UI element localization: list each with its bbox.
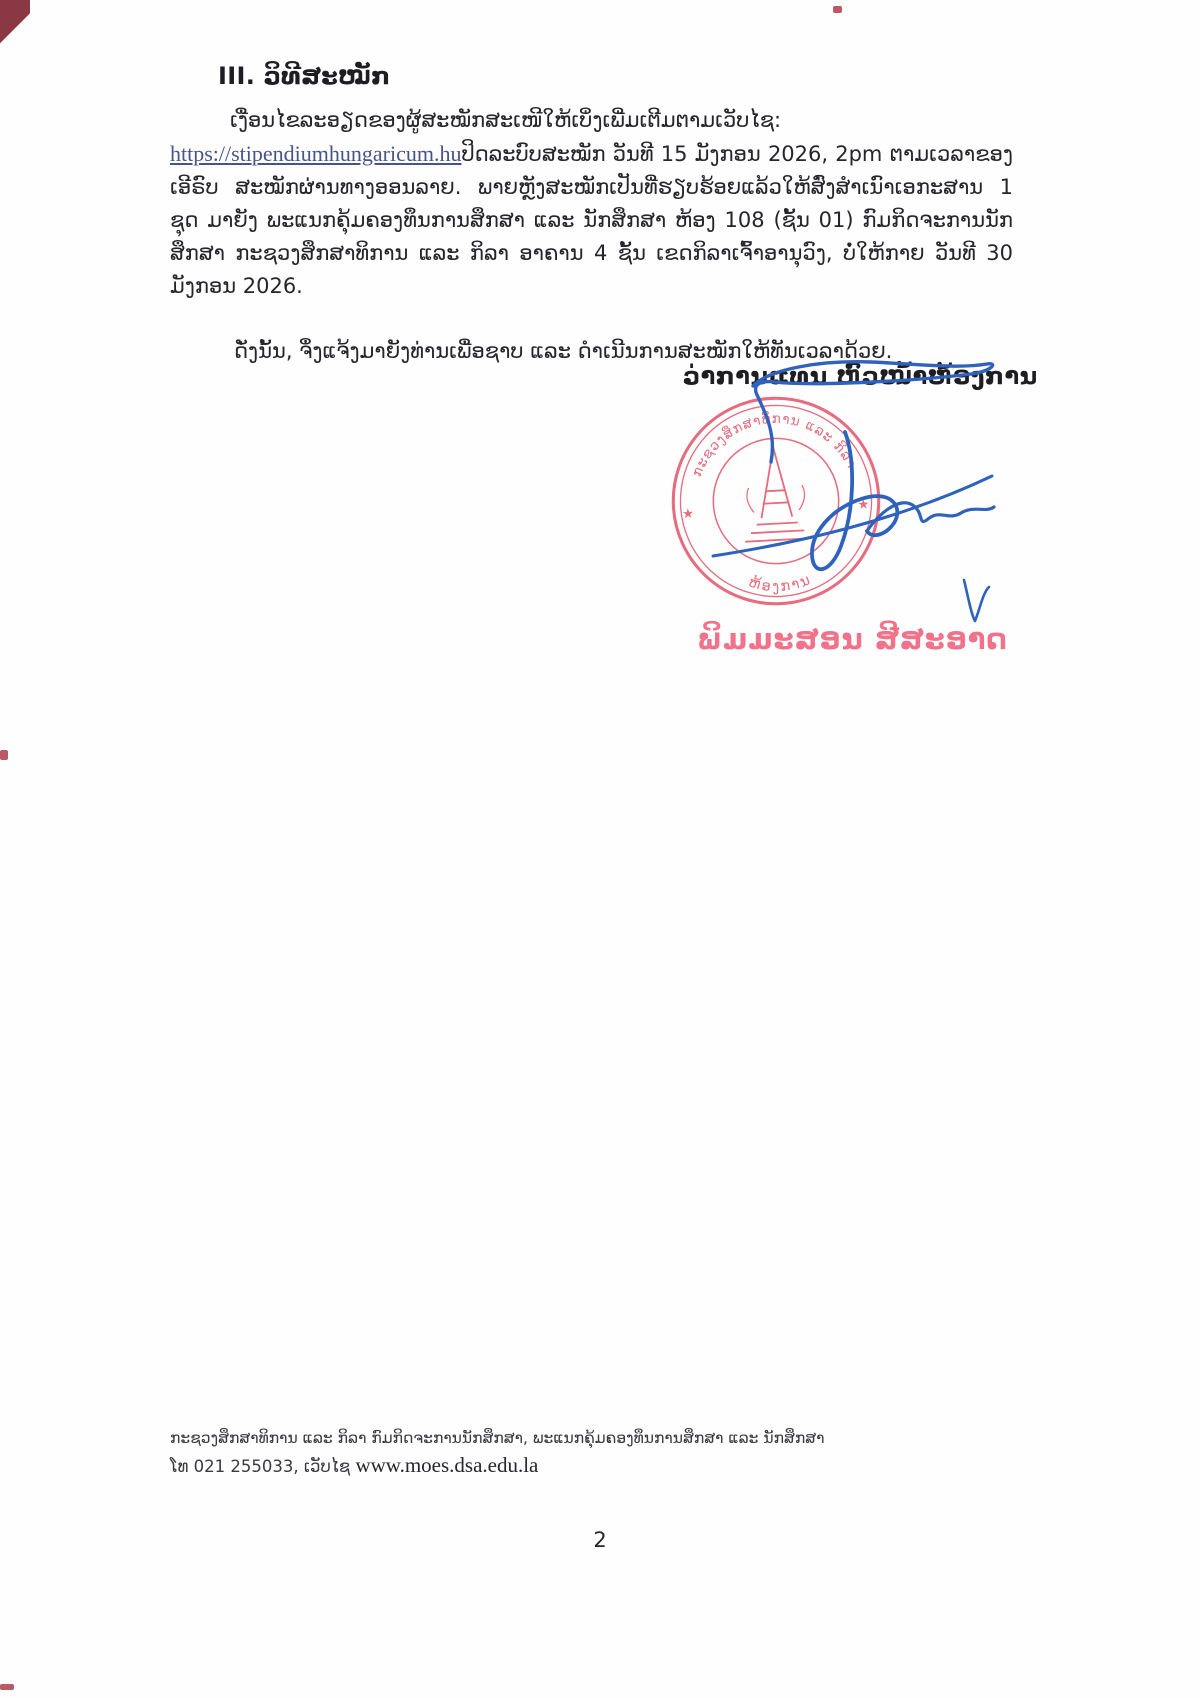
svg-text:ຫ້ອງການ — [746, 570, 815, 597]
footer-department-line: ກະຊວງສຶກສາທິການ ແລະ ກິລາ ກົມກິດຈະການນັກສຶກສາ, ພະແນກຄຸ້ມຄອງທຶນການສຶກສາ ແລະ ນັກສຶກສາ — [170, 1429, 825, 1447]
paragraph-intro-text: ເງື່ອນໄຂລະອຽດຂອງຜູ້ສະໝັກສະເໜີໃຫ້ເບິ່ງເພີ່ມເຕີມຕາມເວັບໄຊ: — [230, 108, 782, 132]
scan-artifact-dot — [0, 750, 8, 760]
paragraph-application-info — [170, 104, 1013, 303]
stamp-star-left: ★ — [681, 506, 695, 523]
stamp-text-top: ກະຊວງສຶກສາທິການ ແລະ ກິລາ — [689, 411, 859, 479]
signature-block — [655, 340, 1038, 680]
stipendium-link[interactable]: https://stipendiumhungaricum.hu — [170, 141, 462, 166]
footer-phone-text: ໂທ 021 255033, ເວັບໄຊ — [170, 1457, 356, 1476]
section-heading: III. ວິທີສະໝັກ — [218, 62, 391, 90]
page-number: 2 — [593, 1528, 607, 1552]
signer-title: ວ່າການແທນ ຫົວໜ້າຫ້ອງການ — [683, 362, 1038, 390]
footer-contact-line — [170, 1452, 1030, 1480]
paragraph-body-text: ປິດລະບົບສະໝັກ ວັນທີ 15 ມັງກອນ 2026, 2pm ຕາມເວລາຂອງເອີຣົບ ສະໝັກຜ່ານທາງອອນລາຍ. ພາຍຫຼັງສະໝັກເປັນທີ່ຮຽບຮ້ອຍແລ້ວໃຫ້ສົ່ງສຳເນົາເອກະສານ 1 ຊຸດ ມາຍັງ ພະແນກຄຸ້ມຄອງທຶນການສຶກສາ ແລະ ນັກສຶກສາ ຫ້ອງ 108 (ຊັ້ນ 01) ກົມກິດຈະການນັກສຶກສາ ກະຊວງສຶກສາທິການ ແລະ ກິລາ ອາຄານ 4 ຊັ້ນ ເຂດກິລາເຈົ້າອານຸວົງ, ບໍ່ໃຫ້ກາຍ ວັນທີ 30 ມັງກອນ 2026. — [170, 142, 1013, 298]
paragraph-closing: ດັ່ງນັ້ນ, ຈຶ່ງແຈ້ງມາຍັງທ່ານເພື່ອຊາບ ແລະ ດຳເນີນການສະໝັກໃຫ້ທັນເວລາດ້ວຍ. — [234, 339, 893, 363]
scan-artifact-dot — [833, 6, 842, 13]
scan-artifact-dot — [0, 1684, 14, 1690]
stamp-star-right: ★ — [857, 497, 870, 514]
stamp-text-bottom: ຫ້ອງການ — [746, 571, 815, 596]
document-body — [170, 62, 1013, 368]
official-stamp — [657, 382, 895, 620]
page-footer — [170, 1426, 1030, 1480]
footer-website-url[interactable]: www.moes.dsa.edu.la — [355, 1453, 539, 1477]
scan-artifact-corner — [0, 0, 30, 48]
stamp-emblem — [740, 438, 811, 542]
signer-name-stamp: ພິມມະສອນ ສີສະອາດ — [697, 622, 1008, 656]
